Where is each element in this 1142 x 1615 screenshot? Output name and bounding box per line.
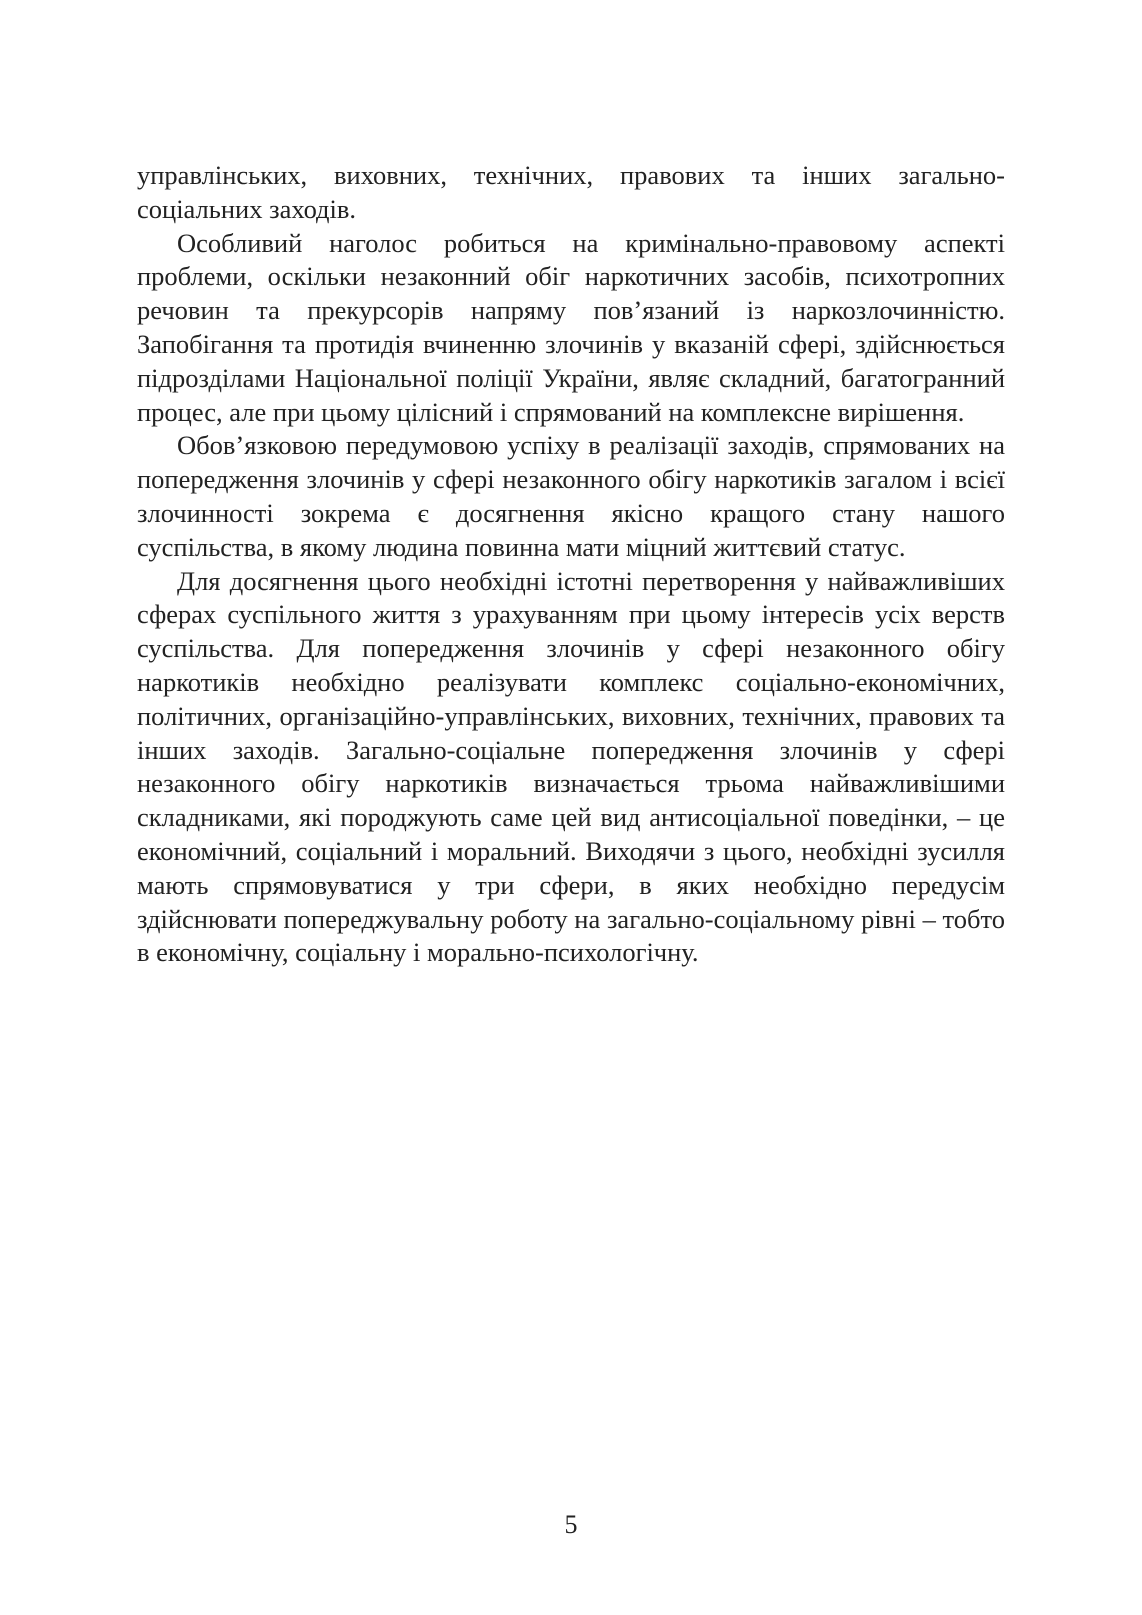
- paragraph: Для досягнення цього необхідні істотні перетворення у найважливіших сферах суспільного життя з урахуванням при цьому інтересів усіх верств суспільства. Для попередження злочинів у сфері незаконного обігу наркотиків необхідно реалізувати комплекс соціально-економічних, політичних, організаційно-управлінських, виховних, технічних, правових та інших заходів. Загально-соціальне попередження злочинів у сфері незаконного обігу наркотиків визначається трьома найважливішими складниками, які породжують саме цей вид антисоціальної поведінки, – це економічний, соціальний і моральний. Виходячи з цього, необхідні зусилля мають спрямовуватися у три сфери, в яких необхідно передусім здійснювати попереджувальну роботу на загально-соціальному рівні – тобто в економічну, соціальну і морально-психологічну.: [137, 565, 1005, 968]
- paragraph: Особливий наголос робиться на кримінально-правовому аспекті проблеми, оскільки незаконний обіг наркотичних засобів, психотропних речовин та прекурсорів напряму пов’язаний із наркозлочинністю. Запобігання та протидія вчиненню злочинів у вказаній сфері, здійснюється підрозділами Національної поліції України, являє складний, багатогранний процес, але при цьому цілісний і спрямований на комплексне вирішення.: [137, 227, 1005, 427]
- paragraph-continuation: управлінських, виховних, технічних, правових та інших загально-соціальних заходів.: [137, 160, 1005, 224]
- paragraph: Обов’язковою передумовою успіху в реалізації заходів, спрямованих на попередження злочинів у сфері незаконного обігу наркотиків загалом і всієї злочинності зокрема є досягнення якісно кращого стану нашого суспільства, в якому людина повинна мати міцний життєвий статус.: [137, 430, 1005, 562]
- body-text: [137, 159, 1005, 970]
- page-number: 5: [564, 1510, 578, 1539]
